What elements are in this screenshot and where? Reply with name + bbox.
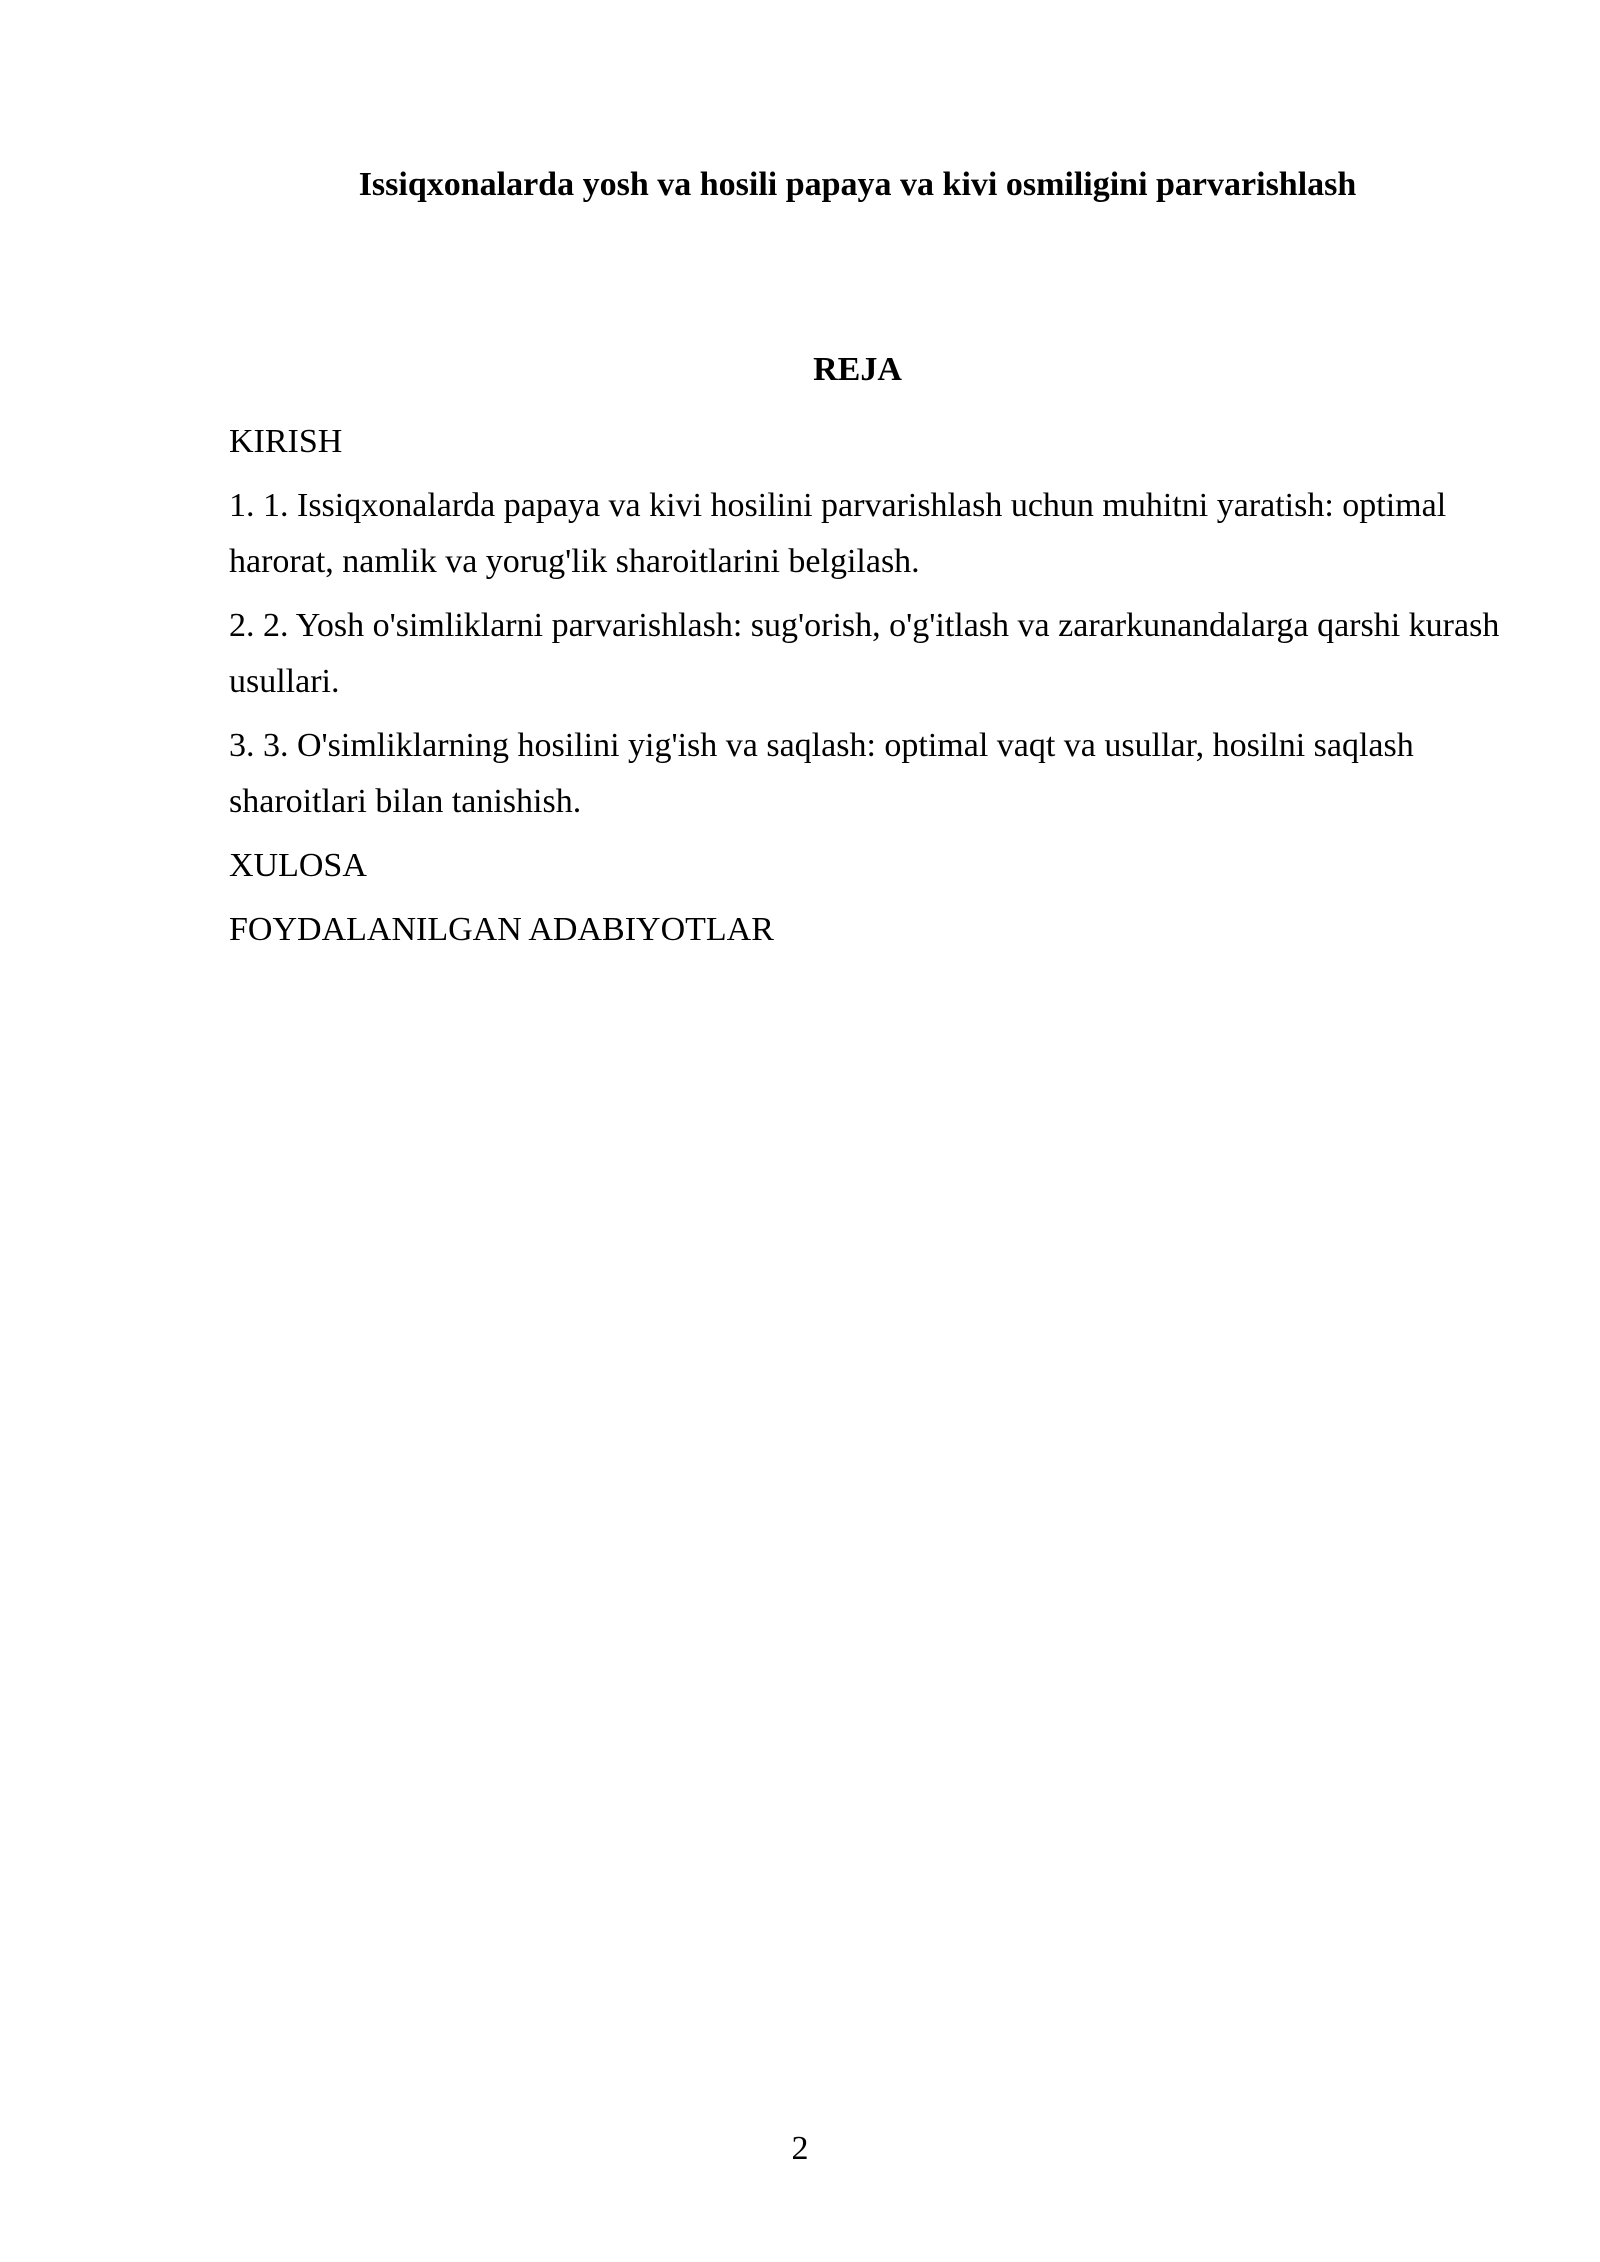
plan-item-conclusion: XULOSA [229, 847, 367, 884]
page-number: 2 [791, 2130, 809, 2167]
plan-item-1: 1. 1. Issiqxonalarda papaya va kivi hosilini parvarishlash uchun muhitni yaratish: optimal harorat, namlik va yorug'lik sharoitlarini belgilash. [229, 487, 1447, 580]
plan-list [229, 414, 1519, 966]
plan-item-intro: KIRISH [229, 423, 343, 460]
plan-item-3: 3. 3. O'simliklarning hosilini yig'ish va saqlash: optimal vaqt va usullar, hosilni saqlash sharoitlari bilan tanishish. [229, 727, 1414, 820]
plan-item-2: 2. 2. Yosh o'simliklarni parvarishlash: sug'orish, o'g'itlash va zararkunandalarga qarshi kurash usullari. [229, 607, 1500, 700]
document-title: Issiqxonalarda yosh va hosili papaya va kivi osmiligini parvarishlash [358, 166, 1357, 203]
plan-heading: REJA [813, 351, 902, 388]
plan-item-references: FOYDALANILGAN ADABIYOTLAR [229, 911, 774, 948]
